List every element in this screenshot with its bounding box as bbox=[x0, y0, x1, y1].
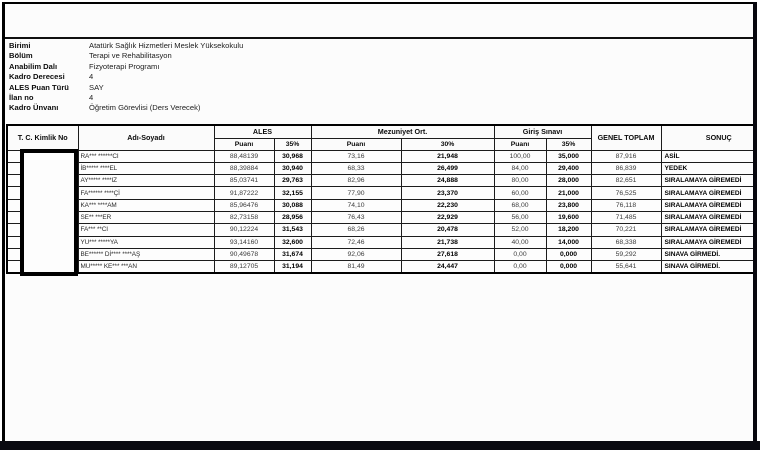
cell-sonuc: YEDEK bbox=[661, 162, 753, 174]
cell-ales-35pct: 32,600 bbox=[274, 236, 311, 248]
col-header-sonuc: SONUÇ bbox=[661, 125, 753, 150]
table-row bbox=[7, 162, 753, 174]
cell-mez-puani: 77,90 bbox=[311, 187, 401, 199]
cell-mez-30pct: 22,929 bbox=[401, 211, 494, 223]
info-top-rule bbox=[5, 37, 753, 39]
cell-ales-35pct: 30,968 bbox=[274, 150, 311, 162]
col-header-genel-toplam: GENEL TOPLAM bbox=[591, 125, 661, 150]
cell-ales-puani: 88,48139 bbox=[214, 150, 274, 162]
info-value: Fizyoterapi Programı bbox=[89, 61, 160, 71]
info-label: ALES Puan Türü bbox=[9, 82, 69, 92]
col-group-ales: ALES bbox=[214, 125, 311, 138]
cell-mez-30pct: 20,478 bbox=[401, 224, 494, 236]
cell-name: MU***** KE*** ***AN bbox=[78, 261, 214, 273]
cell-sonuc: ASİL bbox=[661, 150, 753, 162]
info-row bbox=[9, 41, 649, 51]
subcol-mez-puani: Puanı bbox=[311, 138, 401, 150]
cell-name: FA****** ****Çİ bbox=[78, 187, 214, 199]
info-label: Kadro Derecesi bbox=[9, 72, 65, 82]
cell-mez-30pct: 26,499 bbox=[401, 162, 494, 174]
cell-name: RA*** ******CI bbox=[78, 150, 214, 162]
cell-mez-30pct: 24,447 bbox=[401, 261, 494, 273]
cell-sonuc: SIRALAMAYA GİREMEDİ bbox=[661, 211, 753, 223]
cell-giris-35pct: 35,000 bbox=[546, 150, 591, 162]
cell-ales-puani: 90,49678 bbox=[214, 248, 274, 260]
position-info-block bbox=[9, 41, 649, 114]
subcol-giris-puani: Puanı bbox=[494, 138, 546, 150]
subcol-giris-pct: 35% bbox=[546, 138, 591, 150]
cell-sonuc: SIRALAMAYA GİREMEDİ bbox=[661, 187, 753, 199]
cell-ales-35pct: 30,088 bbox=[274, 199, 311, 211]
cell-mez-puani: 72,46 bbox=[311, 236, 401, 248]
cell-giris-puani: 68,00 bbox=[494, 199, 546, 211]
cell-ales-puani: 85,96476 bbox=[214, 199, 274, 211]
cell-mez-puani: 82,96 bbox=[311, 175, 401, 187]
cell-mez-30pct: 27,618 bbox=[401, 248, 494, 260]
frame-right-border bbox=[753, 2, 757, 442]
info-value: 4 bbox=[89, 72, 94, 82]
cell-ales-puani: 89,12705 bbox=[214, 261, 274, 273]
cell-ales-puani: 93,14160 bbox=[214, 236, 274, 248]
cell-genel-toplam: 76,118 bbox=[591, 199, 661, 211]
cell-genel-toplam: 82,651 bbox=[591, 175, 661, 187]
cell-sonuc: SIRALAMAYA GİREMEDİ bbox=[661, 236, 753, 248]
subcol-ales-puani: Puanı bbox=[214, 138, 274, 150]
table-row bbox=[7, 236, 753, 248]
info-value: SAY bbox=[89, 82, 104, 92]
cell-giris-35pct: 19,600 bbox=[546, 211, 591, 223]
cell-genel-toplam: 86,839 bbox=[591, 162, 661, 174]
cell-sonuc: SIRALAMAYA GİREMEDİ bbox=[661, 224, 753, 236]
cell-ales-puani: 82,73158 bbox=[214, 211, 274, 223]
cell-giris-35pct: 21,000 bbox=[546, 187, 591, 199]
cell-ales-puani: 90,12224 bbox=[214, 224, 274, 236]
cell-mez-puani: 76,43 bbox=[311, 211, 401, 223]
cell-giris-35pct: 18,200 bbox=[546, 224, 591, 236]
cell-giris-35pct: 0,000 bbox=[546, 261, 591, 273]
cell-sonuc: SINAVA GİRMEDİ. bbox=[661, 248, 753, 260]
cell-name: FA*** **CI bbox=[78, 224, 214, 236]
cell-ales-puani: 85,03741 bbox=[214, 175, 274, 187]
table-row bbox=[7, 248, 753, 260]
cell-genel-toplam: 76,525 bbox=[591, 187, 661, 199]
cell-name: YU*** *****YA bbox=[78, 236, 214, 248]
cell-ales-35pct: 29,763 bbox=[274, 175, 311, 187]
cell-genel-toplam: 70,221 bbox=[591, 224, 661, 236]
cell-genel-toplam: 55,641 bbox=[591, 261, 661, 273]
col-group-mezuniyet: Mezuniyet Ort. bbox=[311, 125, 494, 138]
cell-mez-puani: 73,16 bbox=[311, 150, 401, 162]
cell-genel-toplam: 59,292 bbox=[591, 248, 661, 260]
frame-bottom-border bbox=[0, 441, 760, 450]
info-row bbox=[9, 51, 649, 61]
cell-giris-35pct: 23,800 bbox=[546, 199, 591, 211]
cell-ales-puani: 88,39884 bbox=[214, 162, 274, 174]
cell-mez-puani: 81,49 bbox=[311, 261, 401, 273]
cell-giris-puani: 52,00 bbox=[494, 224, 546, 236]
cell-giris-puani: 0,00 bbox=[494, 248, 546, 260]
cell-ales-35pct: 32,155 bbox=[274, 187, 311, 199]
table-row bbox=[7, 224, 753, 236]
cell-ales-35pct: 31,543 bbox=[274, 224, 311, 236]
cell-ales-35pct: 31,194 bbox=[274, 261, 311, 273]
cell-sonuc: SIRALAMAYA GİREMEDİ bbox=[661, 175, 753, 187]
results-table bbox=[6, 124, 753, 274]
cell-giris-35pct: 29,400 bbox=[546, 162, 591, 174]
cell-giris-puani: 56,00 bbox=[494, 211, 546, 223]
info-label: Kadro Ünvanı bbox=[9, 103, 59, 113]
subcol-ales-pct: 35% bbox=[274, 138, 311, 150]
cell-ales-35pct: 28,956 bbox=[274, 211, 311, 223]
info-row bbox=[9, 93, 649, 103]
table-row bbox=[7, 211, 753, 223]
info-value: 4 bbox=[89, 92, 94, 102]
cell-name: KA*** ****AM bbox=[78, 199, 214, 211]
info-row bbox=[9, 72, 649, 82]
col-header-kimlik: T. C. Kimlik No bbox=[7, 125, 78, 150]
info-value: Öğretim Görevlisi (Ders Verecek) bbox=[89, 103, 201, 113]
table-row bbox=[7, 261, 753, 273]
cell-mez-30pct: 21,738 bbox=[401, 236, 494, 248]
info-value: Terapi ve Rehabilitasyon bbox=[89, 51, 172, 61]
cell-genel-toplam: 87,916 bbox=[591, 150, 661, 162]
cell-giris-puani: 100,00 bbox=[494, 150, 546, 162]
cell-mez-puani: 68,33 bbox=[311, 162, 401, 174]
info-value: Atatürk Sağlık Hizmetleri Meslek Yüksekokulu bbox=[89, 41, 244, 50]
cell-genel-toplam: 68,338 bbox=[591, 236, 661, 248]
cell-giris-35pct: 14,000 bbox=[546, 236, 591, 248]
table-row bbox=[7, 175, 753, 187]
info-label: Anabilim Dalı bbox=[9, 61, 58, 71]
cell-mez-30pct: 23,370 bbox=[401, 187, 494, 199]
cell-mez-puani: 68,26 bbox=[311, 224, 401, 236]
cell-giris-puani: 0,00 bbox=[494, 261, 546, 273]
cell-name: BE****** Dİ**** ****AŞ bbox=[78, 248, 214, 260]
cell-mez-30pct: 22,230 bbox=[401, 199, 494, 211]
cell-sonuc: SIRALAMAYA GİREMEDİ bbox=[661, 199, 753, 211]
table-row bbox=[7, 150, 753, 162]
cell-genel-toplam: 71,485 bbox=[591, 211, 661, 223]
subcol-mez-pct: 30% bbox=[401, 138, 494, 150]
redaction-box-kimlik-column bbox=[20, 149, 78, 276]
info-label: Birimi bbox=[9, 41, 31, 50]
cell-ales-35pct: 31,674 bbox=[274, 248, 311, 260]
info-row bbox=[9, 83, 649, 93]
cell-giris-puani: 84,00 bbox=[494, 162, 546, 174]
cell-giris-35pct: 0,000 bbox=[546, 248, 591, 260]
info-row bbox=[9, 103, 649, 113]
cell-mez-30pct: 24,888 bbox=[401, 175, 494, 187]
cell-giris-35pct: 28,000 bbox=[546, 175, 591, 187]
table-row bbox=[7, 187, 753, 199]
cell-mez-puani: 92,06 bbox=[311, 248, 401, 260]
cell-ales-35pct: 30,940 bbox=[274, 162, 311, 174]
col-group-giris-sinavi: Giriş Sınavı bbox=[494, 125, 591, 138]
info-row bbox=[9, 62, 649, 72]
cell-giris-puani: 40,00 bbox=[494, 236, 546, 248]
cell-giris-puani: 80,00 bbox=[494, 175, 546, 187]
cell-name: AY***** ****IZ bbox=[78, 175, 214, 187]
cell-mez-30pct: 21,948 bbox=[401, 150, 494, 162]
cell-giris-puani: 60,00 bbox=[494, 187, 546, 199]
info-label: İlan no bbox=[9, 92, 34, 102]
table-row bbox=[7, 199, 753, 211]
cell-name: İB***** ****EL bbox=[78, 162, 214, 174]
cell-name: SE** ***ER bbox=[78, 211, 214, 223]
cell-mez-puani: 74,10 bbox=[311, 199, 401, 211]
cell-ales-puani: 91,87222 bbox=[214, 187, 274, 199]
info-label: Bölüm bbox=[9, 51, 33, 61]
cell-sonuc: SINAVA GİRMEDİ. bbox=[661, 261, 753, 273]
document-page bbox=[5, 4, 753, 441]
col-header-name: Adı-Soyadı bbox=[78, 125, 214, 150]
